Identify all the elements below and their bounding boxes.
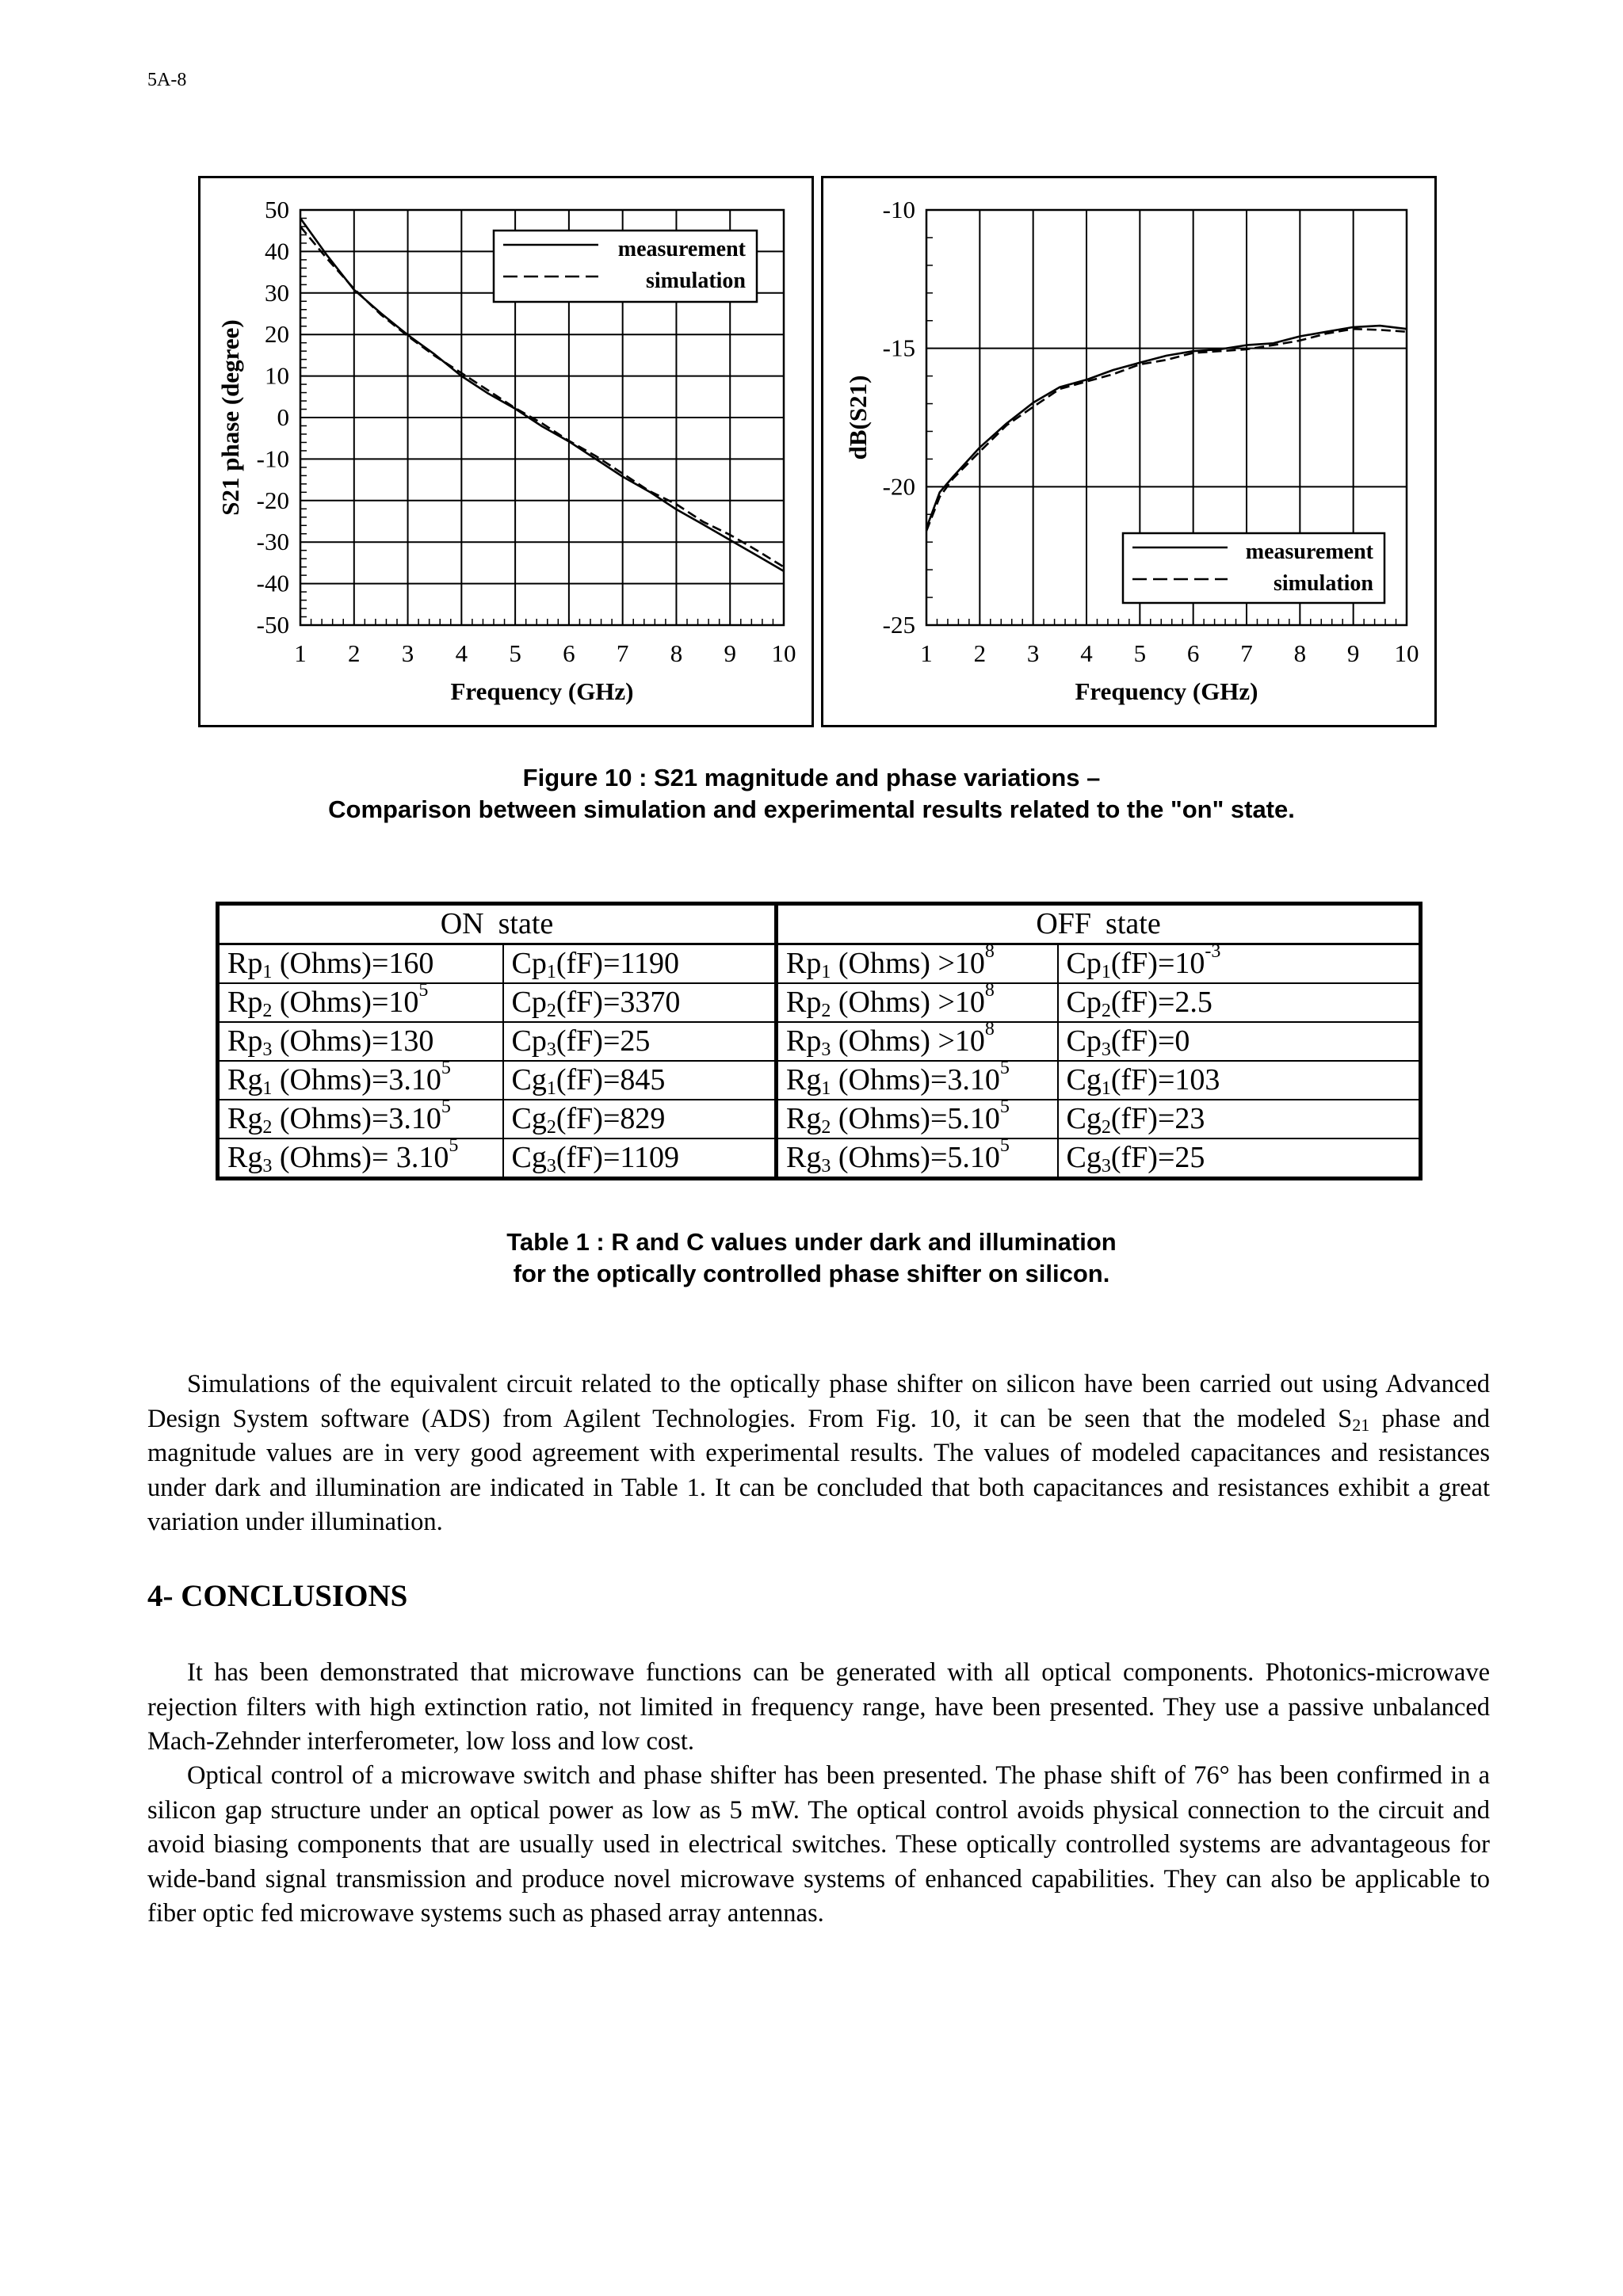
table-row <box>218 1061 1421 1100</box>
table-cell: $Rg_2$ $(Ohms)=5.10^5$ <box>777 1100 1058 1138</box>
y-tick-label: -50 <box>256 611 289 639</box>
table-caption-line1: Table 1 : R and C values under dark and illumination <box>506 1228 1117 1256</box>
table-cell: $Rp_2$ $(Ohms)=10^5$ <box>218 983 503 1022</box>
figure-caption <box>0 762 1623 826</box>
x-tick-label: 5 <box>1133 639 1147 667</box>
x-tick-label: 3 <box>1026 639 1040 667</box>
table-row <box>218 1022 1421 1061</box>
table-cell: $Rg_3$ $(Ohms)=5.10^5$ <box>777 1138 1058 1179</box>
legend-label: measurement <box>1245 540 1373 564</box>
y-tick-label: 30 <box>265 278 289 307</box>
table-cell: $Rg_2$ $(Ohms)=3.10^5$ <box>218 1100 503 1138</box>
table-cell: $Rp_1$ (Ohms)=160 <box>218 944 503 984</box>
x-tick-label: 10 <box>1394 639 1419 667</box>
y-tick-label: 0 <box>277 403 289 431</box>
x-tick-label: 6 <box>563 639 575 667</box>
x-tick-label: 9 <box>724 639 736 667</box>
magnitude-chart <box>821 176 1437 727</box>
x-axis-label: Frequency (GHz) <box>1075 677 1258 705</box>
on-state-header: ON state <box>218 904 777 944</box>
x-tick-label: 1 <box>920 639 933 667</box>
table-cell: $Cp_1(fF)=1190$ <box>503 944 777 984</box>
table-cell: $Cg_3(fF)=1109$ <box>503 1138 777 1179</box>
x-tick-label: 7 <box>616 639 629 667</box>
off-state-header: OFF state <box>777 904 1421 944</box>
figure-caption-line1: Figure 10 : S21 magnitude and phase variations – <box>522 764 1101 791</box>
table-cell: $Cp_2(fF)=2.5$ <box>1058 983 1421 1022</box>
conclusion-paragraph-1: It has been demonstrated that microwave functions can be generated with all optical components. Photonics-microwave rejection filters with high extinction ratio, not limited in frequency range, have been presented. They use a passive unbalanced Mach-Zehnder interferometer, low loss and low cost. <box>147 1658 1490 1756</box>
table-cell: $Rp_2$ (Ohms) $>10^8$ <box>777 983 1058 1022</box>
table-cell: $Rp_3$ (Ohms) $>10^8$ <box>777 1022 1058 1061</box>
y-tick-label: -30 <box>256 528 289 556</box>
simulation-paragraph: Simulations of the equivalent circuit related to the optically phase shifter on silicon have been carried out using Advanced Design System software (ADS) from Agilent Technologies. From Fig. 10, it can be seen that the modeled $S_{21}$ phase and magnitude values are in very good agreement with experimental results. The values of modeled capacitances and resistances under dark and illumination are indicated in Table 1. It can be concluded that both capacitances and resistances exhibit a great variation under illumination. <box>147 1370 1490 1536</box>
table-cell: $Rp_3$ (Ohms)=130 <box>218 1022 503 1061</box>
x-tick-label: 9 <box>1346 639 1360 667</box>
table-cell: $Rg_3$ (Ohms)= $3.10^5$ <box>218 1138 503 1179</box>
y-tick-label: -40 <box>256 569 289 597</box>
y-tick-label: -10 <box>256 444 289 473</box>
table-cell: $Cg_3(fF)=25$ <box>1058 1138 1421 1179</box>
table-cell: $Cg_1(fF)=103$ <box>1058 1061 1421 1100</box>
table-cell: $Cp_3(fF)=0$ <box>1058 1022 1421 1061</box>
x-tick-label: 2 <box>348 639 361 667</box>
y-tick-label: -20 <box>882 472 915 501</box>
section-heading: 4- CONCLUSIONS <box>147 1579 408 1613</box>
y-tick-label: 40 <box>265 237 289 265</box>
y-tick-label: -10 <box>882 196 915 223</box>
table-row <box>218 1138 1421 1179</box>
table-cell: $Cg_2(fF)=23$ <box>1058 1100 1421 1138</box>
y-tick-label: 20 <box>265 320 289 349</box>
table-cell: $Cp_3(fF)=25$ <box>503 1022 777 1061</box>
x-tick-label: 8 <box>1293 639 1307 667</box>
phase-chart-svg <box>200 178 812 725</box>
legend-label: measurement <box>617 237 746 261</box>
table-row <box>218 1100 1421 1138</box>
x-tick-label: 1 <box>294 639 307 667</box>
y-tick-label: -15 <box>882 334 915 362</box>
table-cell: $Cp_1(fF)=10^{-3}$ <box>1058 944 1421 984</box>
table-cell: $Rg_1$ $(Ohms)=3.10^5$ <box>218 1061 503 1100</box>
table-caption-line2: for the optically controlled phase shifter on silicon. <box>513 1260 1110 1287</box>
y-axis-label: dB(S21) <box>844 375 872 460</box>
table-cell: $Cg_2(fF)=829$ <box>503 1100 777 1138</box>
y-tick-label: -20 <box>256 486 289 514</box>
y-tick-label: -25 <box>882 611 915 639</box>
x-tick-label: 2 <box>973 639 987 667</box>
x-tick-label: 3 <box>401 639 414 667</box>
table-row <box>218 983 1421 1022</box>
y-axis-label: S21 phase (degree) <box>216 319 244 516</box>
x-tick-label: 6 <box>1186 639 1200 667</box>
x-tick-label: 8 <box>670 639 683 667</box>
x-tick-label: 5 <box>509 639 521 667</box>
legend-label: simulation <box>1273 571 1373 596</box>
y-tick-label: 50 <box>265 196 289 223</box>
figure-caption-line2: Comparison between simulation and experimental results related to the "on" state. <box>328 795 1295 823</box>
x-axis-label: Frequency (GHz) <box>450 677 634 705</box>
legend-label: simulation <box>645 269 746 293</box>
x-tick-label: 10 <box>771 639 796 667</box>
table-row <box>218 944 1421 984</box>
rc-values-table <box>216 902 1423 1180</box>
series-line-measurement <box>926 326 1407 528</box>
table-caption <box>0 1226 1623 1290</box>
page-label: 5A-8 <box>147 70 187 90</box>
table-cell: $Cg_1(fF)=845$ <box>503 1061 777 1100</box>
x-tick-label: 4 <box>1080 639 1093 667</box>
table-cell: $Cp_2(fF)=3370$ <box>503 983 777 1022</box>
x-tick-label: 4 <box>455 639 468 667</box>
table-cell: $Rg_1$ $(Ohms)=3.10^5$ <box>777 1061 1058 1100</box>
conclusion-paragraph-2: Optical control of a microwave switch and phase shifter has been presented. The phase shift of 76° has been confirmed in a silicon gap structure under an optical power as low as 5 mW. The optical control avoids physical connection to the circuit and avoid biasing components that are usually used in electrical switches. These optically controlled systems are advantageous for wide-band signal transmission and produce novel microwave systems of enhanced capabilities. They can also be applicable to fiber optic fed microwave systems such as phased array antennas. <box>147 1761 1490 1928</box>
y-tick-label: 10 <box>265 361 289 390</box>
x-tick-label: 7 <box>1240 639 1253 667</box>
table-cell: $Rp_1$ (Ohms) $>10^8$ <box>777 944 1058 984</box>
table-header-row <box>218 904 1421 944</box>
phase-chart <box>198 176 814 727</box>
magnitude-chart-svg <box>823 178 1434 725</box>
